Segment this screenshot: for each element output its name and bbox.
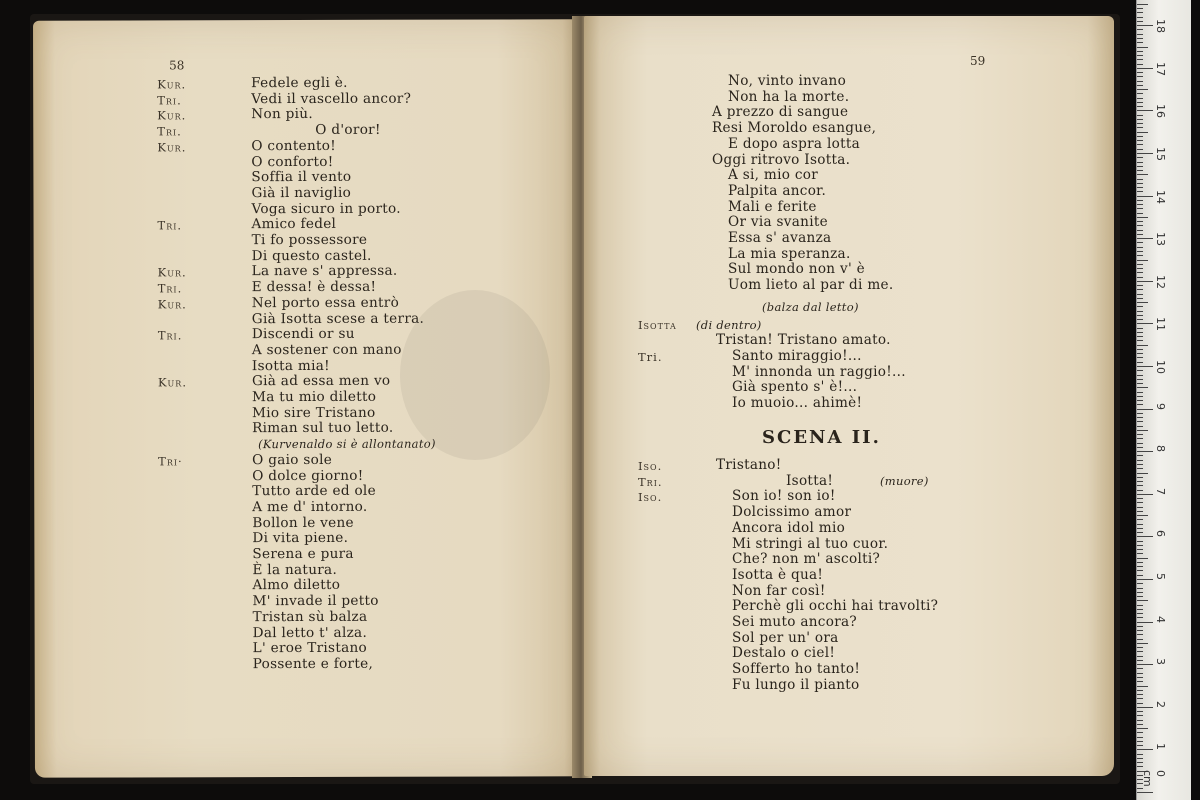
ruler-tick: [1137, 451, 1153, 452]
ruler-tick: [1137, 102, 1143, 103]
isotta-line: Tristan! Tristano amato.: [716, 332, 891, 348]
verse-line: (Kurvenaldo si è allontanato): [258, 436, 436, 452]
ruler-label: 15: [1154, 147, 1167, 161]
ruler-tick: [1137, 191, 1143, 192]
verse-line: Amico fedel: [251, 216, 337, 233]
verse-line: Isotta mia!: [251, 357, 330, 374]
ruler-tick: [1137, 277, 1143, 278]
ruler-tick: [1137, 17, 1143, 18]
ruler-tick: [1137, 200, 1143, 201]
ruler-tick: [1137, 600, 1148, 601]
verse-line: Dal letto t' alza.: [252, 624, 368, 641]
ruler-tick: [1137, 490, 1143, 491]
ruler-tick: [1137, 541, 1143, 542]
ruler-tick: [1137, 323, 1153, 324]
ruler-tick: [1137, 413, 1143, 414]
ruler-tick: [1137, 421, 1143, 422]
ruler-tick: [1137, 575, 1143, 576]
verse-line: O conforto!: [251, 153, 334, 170]
ruler-tick: [1137, 728, 1148, 729]
ruler-tick: [1137, 609, 1143, 610]
ruler-tick: [1137, 264, 1143, 265]
verse-line: Sei muto ancora?: [732, 614, 857, 630]
ruler-tick: [1137, 434, 1143, 435]
ruler-tick: [1137, 711, 1143, 712]
ruler-tick: [1137, 208, 1143, 209]
ruler-tick: [1137, 498, 1143, 499]
ruler-tick: [1137, 247, 1143, 248]
ruler-tick: [1137, 289, 1143, 290]
ruler-tick: [1137, 110, 1153, 111]
page-number-right: 59: [970, 54, 986, 68]
ruler-tick: [1137, 477, 1143, 478]
ruler-tick: [1137, 123, 1143, 124]
verse-line: M' innonda un raggio!...: [732, 363, 906, 380]
verse-line: Di vita piene.: [252, 530, 349, 547]
ruler-tick: [1137, 217, 1148, 218]
ruler-tick: [1137, 59, 1143, 60]
verse-line: Dolcissimo amor: [732, 504, 852, 521]
ruler-tick: [1137, 93, 1143, 94]
ruler-tick: [1137, 298, 1143, 299]
verse-line: Sol per un' ora: [732, 629, 839, 646]
ruler-tick: [1137, 460, 1143, 461]
ruler-tick: [1137, 613, 1143, 614]
verse-line: Non ha la morte.: [728, 88, 850, 105]
speaker-label: Tri·: [158, 454, 183, 469]
verse-line: O contento!: [251, 137, 337, 154]
ruler-tick: [1137, 4, 1148, 5]
watermark-logo-icon: [400, 290, 550, 460]
ruler-tick: [1137, 38, 1143, 39]
verse-line: M' invade il petto: [252, 592, 379, 610]
verse-line: Resi Moroldo esangue,: [712, 120, 877, 137]
verse-line: Oggi ritrovo Isotta.: [712, 151, 851, 168]
ruler-tick: [1137, 204, 1143, 205]
ruler-tick: [1137, 536, 1153, 537]
verse-line: E dessa! è dessa!: [251, 278, 377, 296]
ruler-tick: [1137, 319, 1143, 320]
ruler-tick: [1137, 272, 1143, 273]
verse-line: Riman sul tuo letto.: [252, 420, 394, 437]
ruler-tick: [1137, 302, 1148, 303]
ruler-tick: [1137, 127, 1143, 128]
verse-line: Che? non m' ascolti?: [732, 551, 881, 568]
ruler-tick: [1137, 162, 1143, 163]
ruler-tick: [1137, 455, 1143, 456]
ruler-tick: [1137, 630, 1143, 631]
ruler-tick: [1137, 179, 1143, 180]
verse-line: Fu lungo il pianto: [732, 676, 860, 693]
ruler-tick: [1137, 89, 1148, 90]
ruler-label: 11: [1154, 317, 1167, 332]
ruler-tick: [1137, 494, 1153, 495]
ruler-tick: [1137, 170, 1143, 171]
ruler-label: 12: [1154, 274, 1167, 289]
speaker-tri: Tri.: [638, 350, 663, 364]
verse-line: A si, mio cor: [728, 167, 819, 184]
verse-line: Non far così!: [732, 582, 826, 599]
ruler-tick: [1137, 234, 1143, 235]
ruler-tick: [1137, 396, 1143, 397]
ruler-tick: [1137, 677, 1143, 678]
ruler-label: 8: [1154, 445, 1167, 453]
ruler-tick: [1137, 686, 1148, 687]
ruler-tick: [1137, 724, 1143, 725]
verse-line: Or via svanite: [728, 214, 828, 231]
ruler-tick: [1137, 643, 1148, 644]
ruler-tick: [1137, 311, 1143, 312]
ruler-tick: [1137, 566, 1143, 567]
ruler-label: 4: [1154, 615, 1167, 623]
verse-line: Essa s' avanza: [728, 230, 832, 246]
ruler-tick: [1137, 596, 1143, 597]
ruler-tick: [1137, 732, 1143, 733]
ruler-tick: [1137, 72, 1143, 73]
verse-line: Già Isotta scese a terra.: [251, 310, 425, 327]
ruler-tick: [1137, 468, 1143, 469]
ruler-tick: [1137, 690, 1143, 691]
ruler-tick: [1137, 81, 1143, 82]
ruler-label: 1: [1154, 743, 1167, 751]
ruler-tick: [1137, 464, 1143, 465]
ruler-tick: [1137, 639, 1143, 640]
ruler-tick: [1137, 174, 1148, 175]
ruler-tick: [1137, 651, 1143, 652]
verse-line: Ti fo possessore: [251, 231, 368, 249]
ruler-tick: [1137, 8, 1143, 9]
speaker-label: Kur.: [157, 265, 187, 280]
verse-line: O d'oror!: [315, 121, 381, 139]
verse-line: Soffia il vento: [251, 169, 352, 186]
ruler-tick: [1137, 64, 1143, 65]
ruler-tick: [1137, 443, 1143, 444]
verse-line: L' eroe Tristano: [252, 640, 368, 657]
ruler-tick: [1137, 703, 1143, 704]
speaker-label: Kur.: [157, 77, 187, 92]
ruler-tick: [1137, 532, 1143, 533]
ruler-tick: [1137, 741, 1143, 742]
verse-line: Vedi il vascello ancor?: [251, 90, 412, 107]
ruler-tick: [1137, 306, 1143, 307]
ruler-tick: [1137, 673, 1143, 674]
ruler-label: 17: [1154, 61, 1167, 76]
ruler-tick: [1137, 47, 1148, 48]
ruler-tick: [1137, 42, 1143, 43]
speaker-label: Tri.: [157, 281, 183, 296]
verse-line: Tristano!: [716, 457, 782, 473]
verse-line: Discendi or su: [251, 326, 355, 343]
ruler-tick: [1137, 507, 1143, 508]
ruler-tick: [1137, 349, 1143, 350]
ruler-tick: [1137, 588, 1143, 589]
verse-line: O gaio sole: [252, 451, 333, 468]
verse-line: Perchè gli occhi hai travolti?: [732, 598, 939, 615]
ruler-tick: [1137, 12, 1143, 13]
verse-line: O dolce giorno!: [252, 467, 364, 484]
ruler-tick: [1137, 140, 1143, 141]
ruler-tick: [1137, 664, 1153, 665]
ruler-label: 14: [1154, 189, 1167, 204]
ruler-tick: [1137, 345, 1148, 346]
ruler-tick: [1137, 29, 1143, 30]
ruler-tick: [1137, 136, 1143, 137]
ruler-tick: [1137, 166, 1143, 167]
ruler-tick: [1137, 353, 1143, 354]
ruler-tick: [1137, 238, 1153, 239]
verse-line: E dopo aspra lotta: [728, 135, 861, 152]
ruler-tick: [1137, 268, 1143, 269]
verse-line: Isotta è qua!: [732, 566, 824, 583]
ruler-tick: [1137, 502, 1143, 503]
speaker-label: Tri.: [157, 328, 183, 343]
ruler-tick: [1137, 383, 1143, 384]
ruler-tick: [1137, 281, 1153, 282]
verse-line: Già ad essa men vo: [251, 373, 391, 390]
verse-line: Non più.: [251, 106, 313, 123]
ruler-tick: [1137, 55, 1143, 56]
verse-line: Possente e forte,: [252, 655, 374, 673]
stage-direction-di-dentro: (di dentro): [696, 318, 762, 332]
measuring-ruler: [1136, 0, 1191, 800]
ruler-tick: [1137, 76, 1143, 77]
ruler-label: 18: [1154, 19, 1167, 34]
ruler-tick: [1137, 660, 1143, 661]
stage-direction-muore: (muore): [880, 474, 929, 488]
ruler-label: 2: [1154, 700, 1167, 708]
verse-line: Mali e ferite: [728, 198, 817, 215]
stage-direction-balza: (balza dal letto): [762, 300, 859, 314]
verse-line: Sofferto ho tanto!: [732, 661, 861, 678]
ruler-tick: [1137, 132, 1148, 133]
ruler-tick: [1137, 583, 1143, 584]
ruler-label: 16: [1154, 104, 1167, 119]
ruler-tick: [1137, 144, 1143, 145]
ruler-tick: [1137, 225, 1143, 226]
ruler-tick: [1137, 366, 1153, 367]
ruler-tick: [1137, 25, 1153, 26]
ruler-tick: [1137, 332, 1143, 333]
ruler-tick: [1137, 392, 1143, 393]
ruler-tick: [1137, 213, 1143, 214]
speaker-label: Tri.: [638, 474, 663, 489]
ruler-tick: [1137, 737, 1143, 738]
ruler-tick: [1137, 255, 1143, 256]
verse-line: Serena e pura: [252, 545, 354, 563]
ruler-tick: [1137, 417, 1143, 418]
ruler-tick: [1137, 754, 1143, 755]
ruler-tick: [1137, 196, 1153, 197]
ruler-tick: [1137, 153, 1153, 154]
speaker-label: Iso.: [638, 459, 663, 473]
verse-line: Destalo o ciel!: [732, 645, 836, 662]
ruler-tick: [1137, 34, 1143, 35]
verse-line: Mio sire Tristano: [252, 404, 376, 421]
ruler-tick: [1137, 430, 1148, 431]
verse-line: Son io! son io!: [732, 488, 836, 505]
ruler-tick: [1137, 260, 1148, 261]
verse-line: A sostener con mano: [251, 341, 402, 359]
ruler-tick: [1137, 187, 1143, 188]
speaker-label: Tri.: [157, 93, 182, 108]
verse-line: Mi stringi al tuo cuor.: [732, 535, 889, 552]
ruler-tick: [1137, 183, 1143, 184]
verse-line: Isotta!: [786, 472, 834, 489]
ruler-tick: [1137, 285, 1143, 286]
verse-line: Già il naviglio: [251, 184, 352, 202]
ruler-tick: [1137, 694, 1143, 695]
verse-line: Io muoio... ahimè!: [732, 395, 863, 412]
ruler-tick: [1137, 294, 1143, 295]
ruler-tick: [1137, 715, 1143, 716]
verse-line: Fedele egli è.: [251, 74, 348, 92]
ruler-tick: [1137, 749, 1153, 750]
ruler-tick: [1137, 545, 1143, 546]
ruler-tick: [1137, 68, 1153, 69]
ruler-label: 9: [1154, 402, 1167, 410]
speaker-label: Kur.: [157, 108, 187, 123]
ruler-tick: [1137, 379, 1143, 380]
ruler-tick: [1137, 409, 1153, 410]
ruler-tick: [1137, 387, 1148, 388]
verse-line: Tristan sù balza: [252, 608, 368, 625]
ruler-unit-label: 0 cm: [1141, 770, 1167, 787]
speaker-label: Tri.: [157, 218, 183, 233]
ruler-label: 5: [1154, 573, 1167, 580]
speaker-isotta: Isotta: [638, 318, 677, 332]
ruler-tick: [1137, 400, 1143, 401]
ruler-tick: [1137, 328, 1143, 329]
verse-line: Sul mondo non v' è: [728, 261, 865, 278]
ruler-label: 13: [1154, 232, 1167, 247]
ruler-tick: [1137, 119, 1143, 120]
verse-line: È la natura.: [252, 561, 338, 578]
ruler-tick: [1137, 481, 1143, 482]
ruler-tick: [1137, 626, 1143, 627]
ruler-tick: [1137, 515, 1148, 516]
verse-line: Palpita ancor.: [728, 182, 827, 199]
speaker-label: Iso.: [638, 490, 663, 505]
ruler-tick: [1137, 698, 1143, 699]
ruler-tick: [1137, 605, 1143, 606]
ruler-tick: [1137, 251, 1143, 252]
ruler-tick: [1137, 315, 1143, 316]
verse-line: Bollon le vene: [252, 514, 354, 531]
ruler-tick: [1137, 115, 1143, 116]
verse-line: Di questo castel.: [251, 247, 372, 264]
verse-line: Ma tu mio diletto: [251, 388, 377, 406]
ruler-tick: [1137, 758, 1143, 759]
ruler-tick: [1137, 519, 1143, 520]
ruler-tick: [1137, 157, 1143, 158]
ruler-tick: [1137, 579, 1153, 580]
ruler-tick: [1137, 336, 1143, 337]
ruler-tick: [1137, 562, 1143, 563]
scene-heading: SCENA II.: [762, 427, 881, 448]
ruler-tick: [1137, 21, 1143, 22]
ruler-tick: [1137, 404, 1143, 405]
ruler-tick: [1137, 426, 1143, 427]
ruler-tick: [1137, 242, 1143, 243]
museum-watermark: [370, 280, 670, 480]
verse-line: Tutto arde ed ole: [252, 483, 376, 500]
ruler-tick: [1137, 549, 1143, 550]
speaker-label: Kur.: [157, 375, 187, 390]
speaker-label: Tri.: [157, 124, 182, 139]
ruler-tick: [1137, 485, 1143, 486]
ruler-tick: [1137, 617, 1143, 618]
ruler-tick: [1137, 647, 1143, 648]
speaker-label: Kur.: [157, 140, 187, 155]
verse-line: Voga sicuro in porto.: [251, 200, 401, 217]
ruler-tick: [1137, 762, 1143, 763]
ruler-tick: [1137, 570, 1143, 571]
ruler-tick: [1137, 340, 1143, 341]
ruler-tick: [1137, 622, 1153, 623]
ruler-tick: [1137, 149, 1143, 150]
ruler-tick: [1137, 438, 1143, 439]
ruler-tick: [1137, 51, 1143, 52]
ruler-tick: [1137, 681, 1143, 682]
verse-line: Santo miraggio!...: [732, 348, 862, 364]
ruler-tick: [1137, 656, 1143, 657]
verse-line: Uom lieto al par di me.: [728, 277, 894, 294]
ruler-tick: [1137, 720, 1143, 721]
ruler-tick: [1137, 553, 1143, 554]
speaker-label: Kur.: [157, 297, 187, 312]
ruler-tick: [1137, 106, 1143, 107]
verse-line: Ancora idol mio: [732, 519, 846, 536]
ruler-tick: [1137, 230, 1143, 231]
verse-line: La mia speranza.: [728, 245, 851, 262]
ruler-tick: [1137, 85, 1143, 86]
ruler-tick: [1137, 668, 1143, 669]
verse-line: A prezzo di sangue: [712, 104, 849, 121]
ruler-tick: [1137, 473, 1148, 474]
ruler-tick: [1137, 370, 1143, 371]
verse-line: Già spento s' è!...: [732, 379, 858, 396]
ruler-label: 7: [1154, 487, 1167, 495]
ruler-tick: [1137, 447, 1143, 448]
verse-line: Nel porto essa entrò: [251, 294, 400, 311]
ruler-label: 6: [1154, 530, 1167, 538]
ruler-tick: [1137, 511, 1143, 512]
ruler-label: 10: [1154, 360, 1167, 374]
ruler-label: 3: [1154, 658, 1167, 666]
page-number-left: 58: [169, 58, 185, 73]
ruler-tick: [1137, 707, 1153, 708]
ruler-tick: [1137, 362, 1143, 363]
verse-line: A me d' intorno.: [252, 498, 368, 516]
ruler-tick: [1137, 558, 1148, 559]
ruler-tick: [1137, 745, 1143, 746]
ruler-tick: [1137, 592, 1143, 593]
ruler-tick: [1137, 528, 1143, 529]
verse-line: La nave s' appressa.: [251, 263, 398, 280]
ruler-tick: [1137, 524, 1143, 525]
ruler-tick: [1137, 634, 1143, 635]
ruler-tick: [1137, 375, 1143, 376]
verse-line: Almo diletto: [252, 577, 341, 594]
ruler-tick: [1137, 98, 1143, 99]
ruler-tick: [1137, 357, 1143, 358]
verse-line: No, vinto invano: [728, 73, 847, 89]
ruler-tick: [1137, 766, 1143, 767]
ruler-tick: [1137, 221, 1143, 222]
